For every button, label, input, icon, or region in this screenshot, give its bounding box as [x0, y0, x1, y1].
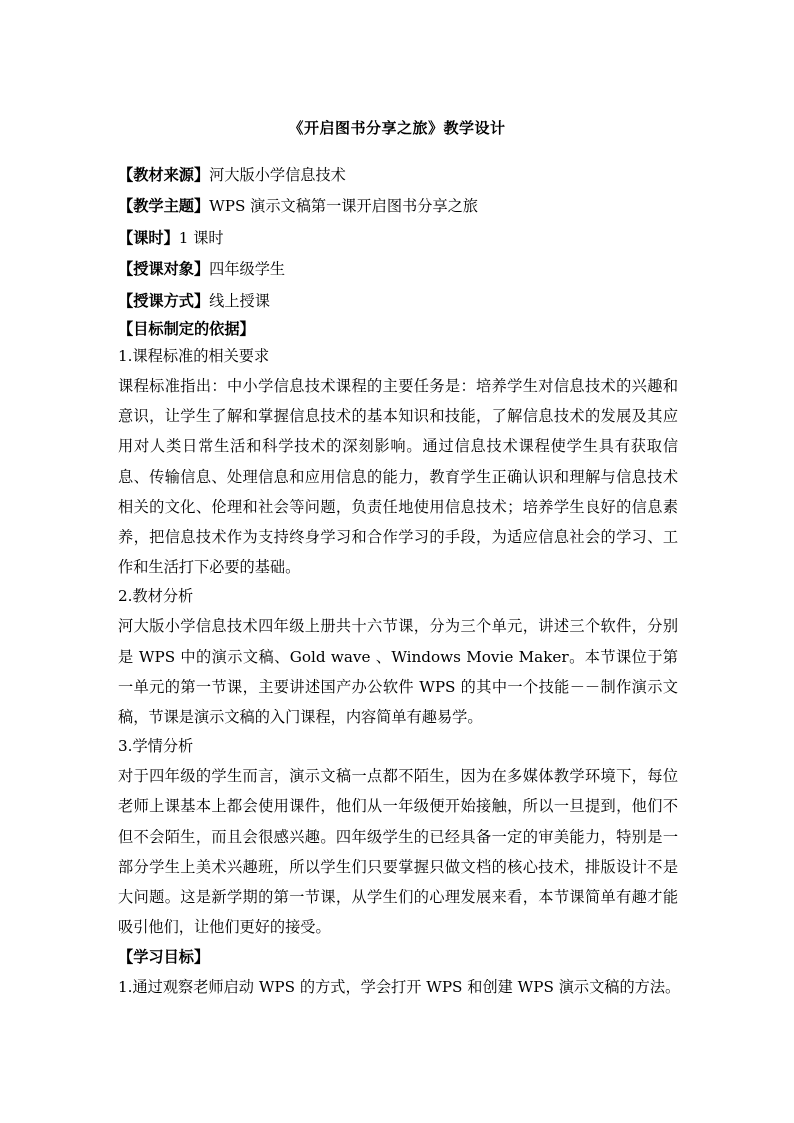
section-heading: 1.课程标准的相关要求 — [118, 346, 270, 365]
goals-heading: 【学习目标】 — [118, 948, 210, 967]
meta-mode — [118, 286, 678, 317]
meta-hours — [118, 223, 678, 254]
meta-value: 1 课时 — [178, 228, 224, 247]
meta-value: WPS 演示文稿第一课开启图书分享之旅 — [209, 197, 478, 216]
meta-value: 河大版小学信息技术 — [209, 166, 346, 184]
section-heading: 3.学情分析 — [118, 737, 194, 756]
document-title: 《开启图书分享之旅》教学设计 — [288, 119, 506, 137]
meta-value: 线上授课 — [209, 291, 270, 310]
section-heading: 2.教材分析 — [118, 587, 194, 606]
basis-heading: 【目标制定的依据】 — [118, 319, 255, 338]
section-paragraph: 课程标准指出：中小学信息技术课程的主要任务是：培养学生对信息技术的兴趣和意识，让学生了解和掌握信息技术的基本知识和技能，了解信息技术的发展及其应用对人类日常生活和科学技术的深刻影响。通过信息技术课程使学生具有获取信息、传输信息、处理信息和应用信息的能力，教育学生正确认识和理解与信息技术相关的文化、伦理和社会等问题，负责任地使用信息技术；培养学生良好的信息素养，把信息技术作为支持终身学习和合作学习的手段，为适应信息社会的学习、工作和生活打下必要的基础。 — [118, 376, 678, 577]
section-paragraph: 河大版小学信息技术四年级上册共十六节课，分为三个单元，讲述三个软件，分别是 WPS 中的演示文稿、Gold wave 、Windows Movie Maker。本节课位于第一单元的第一节课，主要讲述国产办公软件 WPS 的其中一个技能－－制作演示文稿，节课是演示文稿的入门课程，内容简单有趣易学。 — [118, 617, 678, 726]
meta-source — [118, 160, 678, 191]
meta-value: 四年级学生 — [209, 260, 286, 279]
goal-item: 1.通过观察老师启动 WPS 的方式，学会打开 WPS 和创建 WPS 演示文稿的方法。 — [118, 978, 681, 997]
section-paragraph: 对于四年级的学生而言，演示文稿一点都不陌生，因为在多媒体教学环境下，每位老师上课基本上都会使用课件，他们从一年级便开始接触，所以一旦提到，他们不但不会陌生，而且会很感兴趣。四年级学生的已经具备一定的审美能力，特别是一部分学生上美术兴趣班，所以学生们只要掌握只做文档的核心技术，排版设计不是大问题。这是新学期的第一节课，从学生们的心理发展来看，本节课简单有趣才能吸引他们，让他们更好的接受。 — [118, 767, 678, 937]
meta-label: 【教学主题】 — [118, 197, 210, 216]
meta-topic — [118, 191, 678, 222]
meta-label: 【教材来源】 — [118, 166, 210, 184]
meta-label: 【课时】 — [118, 228, 179, 247]
meta-audience — [118, 254, 678, 285]
meta-label: 【授课方式】 — [118, 291, 210, 310]
meta-label: 【授课对象】 — [118, 260, 210, 279]
document-body — [118, 160, 681, 1003]
